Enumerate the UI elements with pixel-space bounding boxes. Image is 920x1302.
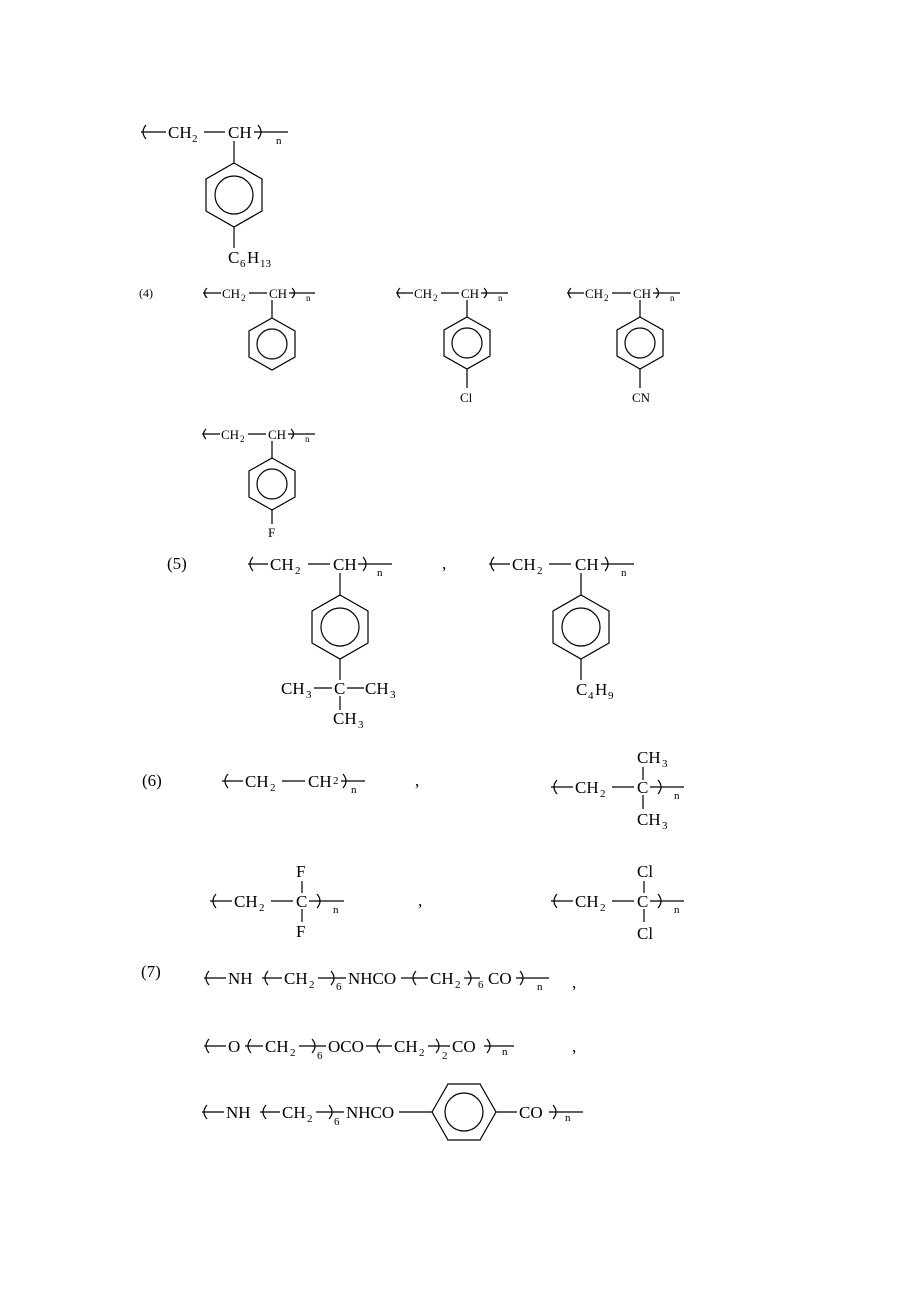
separator-comma: , bbox=[572, 1037, 577, 1056]
superscript-2: 2 bbox=[333, 775, 339, 787]
sub-6: 6 bbox=[334, 1116, 340, 1128]
subscript-n: n bbox=[537, 981, 543, 993]
aromatic-circle bbox=[257, 329, 287, 359]
fluorine-label: F bbox=[268, 525, 276, 540]
methyl-right: CH bbox=[365, 679, 389, 698]
polymer-hexylstyrene bbox=[141, 123, 288, 270]
benzene-ring bbox=[617, 317, 663, 369]
subscript-n: n bbox=[498, 293, 503, 303]
sub-3: 3 bbox=[662, 820, 668, 832]
subscript-n: n bbox=[621, 567, 627, 579]
c4h9-c: C bbox=[576, 680, 588, 699]
ch-label: CH bbox=[269, 286, 288, 301]
co-label: CO bbox=[519, 1103, 543, 1122]
subscript-n: n bbox=[670, 293, 675, 303]
polymer-polystyrene bbox=[203, 286, 315, 370]
polymer-polyester bbox=[204, 1037, 514, 1062]
sub-2: 2 bbox=[240, 434, 245, 444]
ch2-label: CH bbox=[430, 969, 454, 988]
ch2-label: CH bbox=[282, 1103, 306, 1122]
c6h13-h: H bbox=[247, 248, 260, 267]
ch-label: CH bbox=[633, 286, 652, 301]
sub-2: 2 bbox=[433, 293, 438, 303]
sub-6: 6 bbox=[478, 979, 484, 991]
aromatic-circle bbox=[215, 176, 253, 214]
methyl-left: CH bbox=[281, 679, 305, 698]
c6h13-sub2: 13 bbox=[260, 258, 271, 270]
chlorine-label: Cl bbox=[460, 390, 473, 405]
subscript-n: n bbox=[565, 1112, 571, 1124]
ch2-label-b: CH bbox=[308, 772, 332, 791]
polymer-fluorostyrene bbox=[202, 427, 315, 540]
sub-2: 2 bbox=[259, 902, 265, 914]
sub-2: 2 bbox=[604, 293, 609, 303]
polymer-polyamide-aliphatic bbox=[204, 969, 549, 993]
aromatic-circle bbox=[562, 608, 600, 646]
sub-2: 2 bbox=[309, 979, 315, 991]
fluorine-bottom: F bbox=[296, 922, 306, 941]
sub-2: 2 bbox=[455, 979, 461, 991]
sub-2: 2 bbox=[419, 1047, 425, 1059]
quaternary-carbon: C bbox=[637, 892, 649, 911]
section-label-6: (6) bbox=[142, 771, 162, 790]
co-label: CO bbox=[488, 969, 512, 988]
sub-2: 2 bbox=[307, 1113, 313, 1125]
c6h13-sub1: 6 bbox=[240, 258, 246, 270]
aromatic-circle bbox=[445, 1093, 483, 1131]
polymer-butylstyrene bbox=[489, 555, 634, 702]
oco-label: OCO bbox=[328, 1037, 364, 1056]
polymer-pvdc bbox=[551, 862, 684, 943]
quaternary-carbon: C bbox=[334, 679, 346, 698]
sub-3: 3 bbox=[662, 758, 668, 770]
ch-label: CH bbox=[575, 555, 599, 574]
benzene-ring bbox=[206, 163, 262, 227]
benzene-ring bbox=[249, 318, 295, 370]
ch2-label: CH bbox=[222, 286, 241, 301]
ch2-label: CH bbox=[234, 892, 258, 911]
polymer-polyethylene bbox=[222, 772, 365, 796]
c4h9-sub2: 9 bbox=[608, 690, 614, 702]
polymer-polyisobutylene bbox=[551, 748, 684, 832]
ch2-label: CH bbox=[221, 427, 240, 442]
subscript-n: n bbox=[674, 790, 680, 802]
co-label: CO bbox=[452, 1037, 476, 1056]
chlorine-bottom: Cl bbox=[637, 924, 654, 943]
quaternary-carbon: C bbox=[637, 778, 649, 797]
ch-label: CH bbox=[461, 286, 480, 301]
benzene-ring bbox=[444, 317, 490, 369]
polymer-chlorostyrene bbox=[396, 286, 508, 405]
ch-label: CH bbox=[333, 555, 357, 574]
subscript-n: n bbox=[276, 135, 282, 147]
section-label-5: (5) bbox=[167, 554, 187, 573]
polymer-pvdf bbox=[210, 862, 344, 941]
methyl-top: CH bbox=[637, 748, 661, 767]
ch2-label: CH bbox=[245, 772, 269, 791]
sub-2: 2 bbox=[295, 565, 301, 577]
subscript-n: n bbox=[377, 567, 383, 579]
sub-2: 2 bbox=[600, 788, 606, 800]
ch2-label: CH bbox=[270, 555, 294, 574]
nhco-label: NHCO bbox=[348, 969, 397, 988]
sub-2: 2 bbox=[600, 902, 606, 914]
c6h13-c: C bbox=[228, 248, 240, 267]
subscript-n: n bbox=[351, 784, 357, 796]
separator-comma: , bbox=[418, 891, 423, 910]
fluorine-top: F bbox=[296, 862, 306, 881]
sub-2: 2 bbox=[192, 133, 198, 145]
subscript-n: n bbox=[674, 904, 680, 916]
c4h9-sub1: 4 bbox=[588, 690, 594, 702]
aromatic-circle bbox=[625, 328, 655, 358]
ch2-label: CH bbox=[265, 1037, 289, 1056]
section-label-4: (4) bbox=[139, 286, 153, 300]
benzene-ring bbox=[249, 458, 295, 510]
sub-2: 2 bbox=[442, 1050, 448, 1062]
subscript-n: n bbox=[306, 293, 311, 303]
subscript-n: n bbox=[305, 434, 310, 444]
methyl-bottom: CH bbox=[637, 810, 661, 829]
polymer-cyanostyrene bbox=[567, 286, 680, 405]
polymer-tert-butylstyrene bbox=[248, 555, 396, 731]
chlorine-top: Cl bbox=[637, 862, 654, 881]
polymer-polyamide-aromatic bbox=[202, 1084, 583, 1140]
c4h9-h: H bbox=[595, 680, 608, 699]
separator-comma: , bbox=[442, 554, 447, 573]
aromatic-circle bbox=[452, 328, 482, 358]
cyano-label: CN bbox=[632, 390, 651, 405]
separator-comma: , bbox=[415, 771, 420, 790]
ch2-label: CH bbox=[575, 778, 599, 797]
aromatic-circle bbox=[321, 608, 359, 646]
section-label-7: (7) bbox=[141, 962, 161, 981]
sub-6: 6 bbox=[336, 981, 342, 993]
sub-2: 2 bbox=[241, 293, 246, 303]
ch2-label: CH bbox=[575, 892, 599, 911]
ch2-label: CH bbox=[168, 123, 192, 142]
ch2-label: CH bbox=[512, 555, 536, 574]
separator-comma: , bbox=[572, 973, 577, 992]
sub-2: 2 bbox=[270, 782, 276, 794]
ch-label: CH bbox=[268, 427, 287, 442]
nh-label: NH bbox=[228, 969, 253, 988]
ch2-label: CH bbox=[284, 969, 308, 988]
sub-3: 3 bbox=[358, 719, 364, 731]
ch2-label: CH bbox=[394, 1037, 418, 1056]
subscript-n: n bbox=[502, 1046, 508, 1058]
benzene-ring bbox=[312, 595, 368, 659]
sub-3: 3 bbox=[306, 689, 312, 701]
sub-6: 6 bbox=[317, 1050, 323, 1062]
nhco-label: NHCO bbox=[346, 1103, 395, 1122]
o-label: O bbox=[228, 1037, 241, 1056]
aromatic-circle bbox=[257, 469, 287, 499]
sub-2: 2 bbox=[537, 565, 543, 577]
ch2-label: CH bbox=[414, 286, 433, 301]
sub-2: 2 bbox=[290, 1047, 296, 1059]
nh-label: NH bbox=[226, 1103, 251, 1122]
quaternary-carbon: C bbox=[296, 892, 308, 911]
methyl-bottom: CH bbox=[333, 709, 357, 728]
subscript-n: n bbox=[333, 904, 339, 916]
sub-3: 3 bbox=[390, 689, 396, 701]
ch2-label: CH bbox=[585, 286, 604, 301]
ch-label: CH bbox=[228, 123, 252, 142]
